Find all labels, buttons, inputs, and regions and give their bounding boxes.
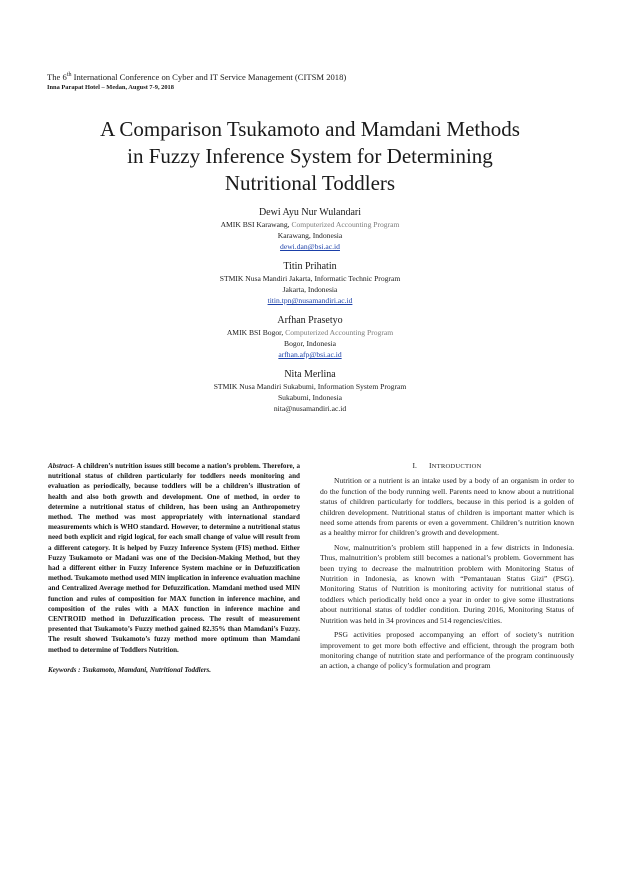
author-city: Bogor, Indonesia xyxy=(284,339,336,348)
affiliation-main: AMIK BSI Karawang, xyxy=(220,220,292,229)
body-paragraph: PSG activities proposed accompanying an effort of society’s nutrition improvement to get more both effective and efficient, through the program both monitoring change of nutrition state and performance of the program continuously an action, a change of policy’s formulation and program xyxy=(320,630,574,671)
author-name: Dewi Ayu Nur Wulandari xyxy=(258,207,362,218)
author-block xyxy=(60,260,560,306)
author-block xyxy=(60,368,560,414)
introduction-column xyxy=(320,461,574,676)
conference-name xyxy=(47,70,577,83)
affiliation-main: STMIK Nusa Mandiri Jakarta, Informatic Technic Program xyxy=(219,274,401,283)
section-number: I. xyxy=(412,461,417,470)
conference-venue: Inna Parapat Hotel – Medan, August 7-9, 2018 xyxy=(47,83,174,91)
abstract-text: A children’s nutrition issues still become a nation’s problem. Therefore, a nutritional status of children particularly for toddlers needs monitoring and evaluation as periodically, because toddlers will be a children’s illustration of health and also both growth and development. One of method, in order to determine a nutritional status of children, has been using an Anthropometry method. The method was most appropriately with international standard measurements which is WHO standard. However, to determine a nutritional status need both explicit and rigid logical, for each small change of value will result from a different category. It is helped by Fuzzy Inference System (FIS) method. Either Fuzzy Tsukamoto or Madani was one of the Decision-Making Method, but they had a different either in Fuzzy Inference System machine or in Defuzzification method. Tsukamoto method used MIN implication in inference evaluation machine and Centralized Average method for Defuzzification. Mamdani method used MIN function and rules of composition for MAX function in inference machine, and composition of the rules with a MAX function in inference machine and CENTROID method in Defuzzification process. The result of measurement presented that Tsukamoto’s Fuzzy method gained 82.35% than Mamdani’s Fuzzy. The result showed Tsukamoto’s fuzzy method more optimum than Mamdani method to determine of Toddlers Nutrition. xyxy=(48,462,300,654)
author-block xyxy=(60,314,560,360)
keywords-paragraph xyxy=(48,665,300,675)
author-name: Arfhan Prasetyo xyxy=(277,315,343,326)
abstract-column xyxy=(48,461,300,675)
author-list xyxy=(60,206,560,422)
paper-title-line: A Comparison Tsukamoto and Mamdani Methods xyxy=(100,117,520,141)
paper-title-line: Nutritional Toddlers xyxy=(224,171,396,195)
affiliation-program: Computerized Accounting Program xyxy=(291,220,400,229)
author-city: Karawang, Indonesia xyxy=(277,231,343,240)
author-name: Titin Prihatin xyxy=(283,261,337,272)
body-paragraph: Nutrition or a nutrient is an intake used by a body of an organism in order to do the function of the body running well. Parents need to know about a nutritional status of children particularly for toddlers, because in this period is a golden of children development. Nutritional status of children is important matter which is need some attends from parents or even a government. Children’s nutrition known as a healthy mirror for children’s growth and development. xyxy=(320,476,574,538)
author-block xyxy=(60,206,560,252)
author-name: Nita Merlina xyxy=(284,369,336,380)
affiliation-main: STMIK Nusa Mandiri Sukabumi, Information System Program xyxy=(213,382,407,391)
affiliation-program: Computerized Accounting Program xyxy=(285,328,394,337)
section-heading xyxy=(320,461,574,472)
keywords-label: Keywords : xyxy=(48,665,81,674)
author-email-link[interactable]: arfhan.afp@bsi.ac.id xyxy=(278,350,342,359)
author-email-link[interactable]: titin.tpn@nusamandiri.ac.id xyxy=(267,296,353,305)
paper-title-line: in Fuzzy Inference System for Determining xyxy=(127,144,493,168)
conference-name-rest: International Conference on Cyber and IT Service Management (CITSM 2018) xyxy=(71,71,347,82)
abstract-label: Abstract- xyxy=(48,462,75,470)
author-email: nita@nusamandiri.ac.id xyxy=(273,404,347,413)
conference-name-prefix: The 6 xyxy=(47,71,67,82)
affiliation-main: AMIK BSI Bogor, xyxy=(226,328,286,337)
author-email-link[interactable]: dewi.dan@bsi.ac.id xyxy=(280,242,340,251)
conference-header xyxy=(47,70,577,92)
author-affiliation xyxy=(60,327,560,338)
author-affiliation xyxy=(60,219,560,230)
conference-name-sup: th xyxy=(66,72,72,78)
paper-title xyxy=(30,116,590,197)
abstract-paragraph xyxy=(48,461,300,655)
keywords-text: Tsukamoto, Mamdani, Nutritional Toddlers. xyxy=(80,665,212,674)
author-city: Sukabumi, Indonesia xyxy=(277,393,343,402)
section-title: INTRODUCTION xyxy=(428,461,482,470)
author-city: Jakarta, Indonesia xyxy=(282,285,338,294)
body-paragraph: Now, malnutrition’s problem still happened in a few districts in Indonesia. Thus, malnutrition’s problem still becomes a national’s problem. Government has been trying to decrease the malnutrition problem with Monitoring Status of Nutrition in Indonesia, as known with “Pemantauan Status Gizi” (PSG). Monitoring Status of Nutrition is monitoring activity for nutritional status of toddlers which periodically held once a year in order to give some illustrations about nutritional status of toddler condition. During 2016, Monitoring Status of Nutrition was held in 34 provinces and 514 regencies/cities. xyxy=(320,542,574,625)
author-affiliation xyxy=(60,381,560,392)
author-affiliation xyxy=(60,273,560,284)
